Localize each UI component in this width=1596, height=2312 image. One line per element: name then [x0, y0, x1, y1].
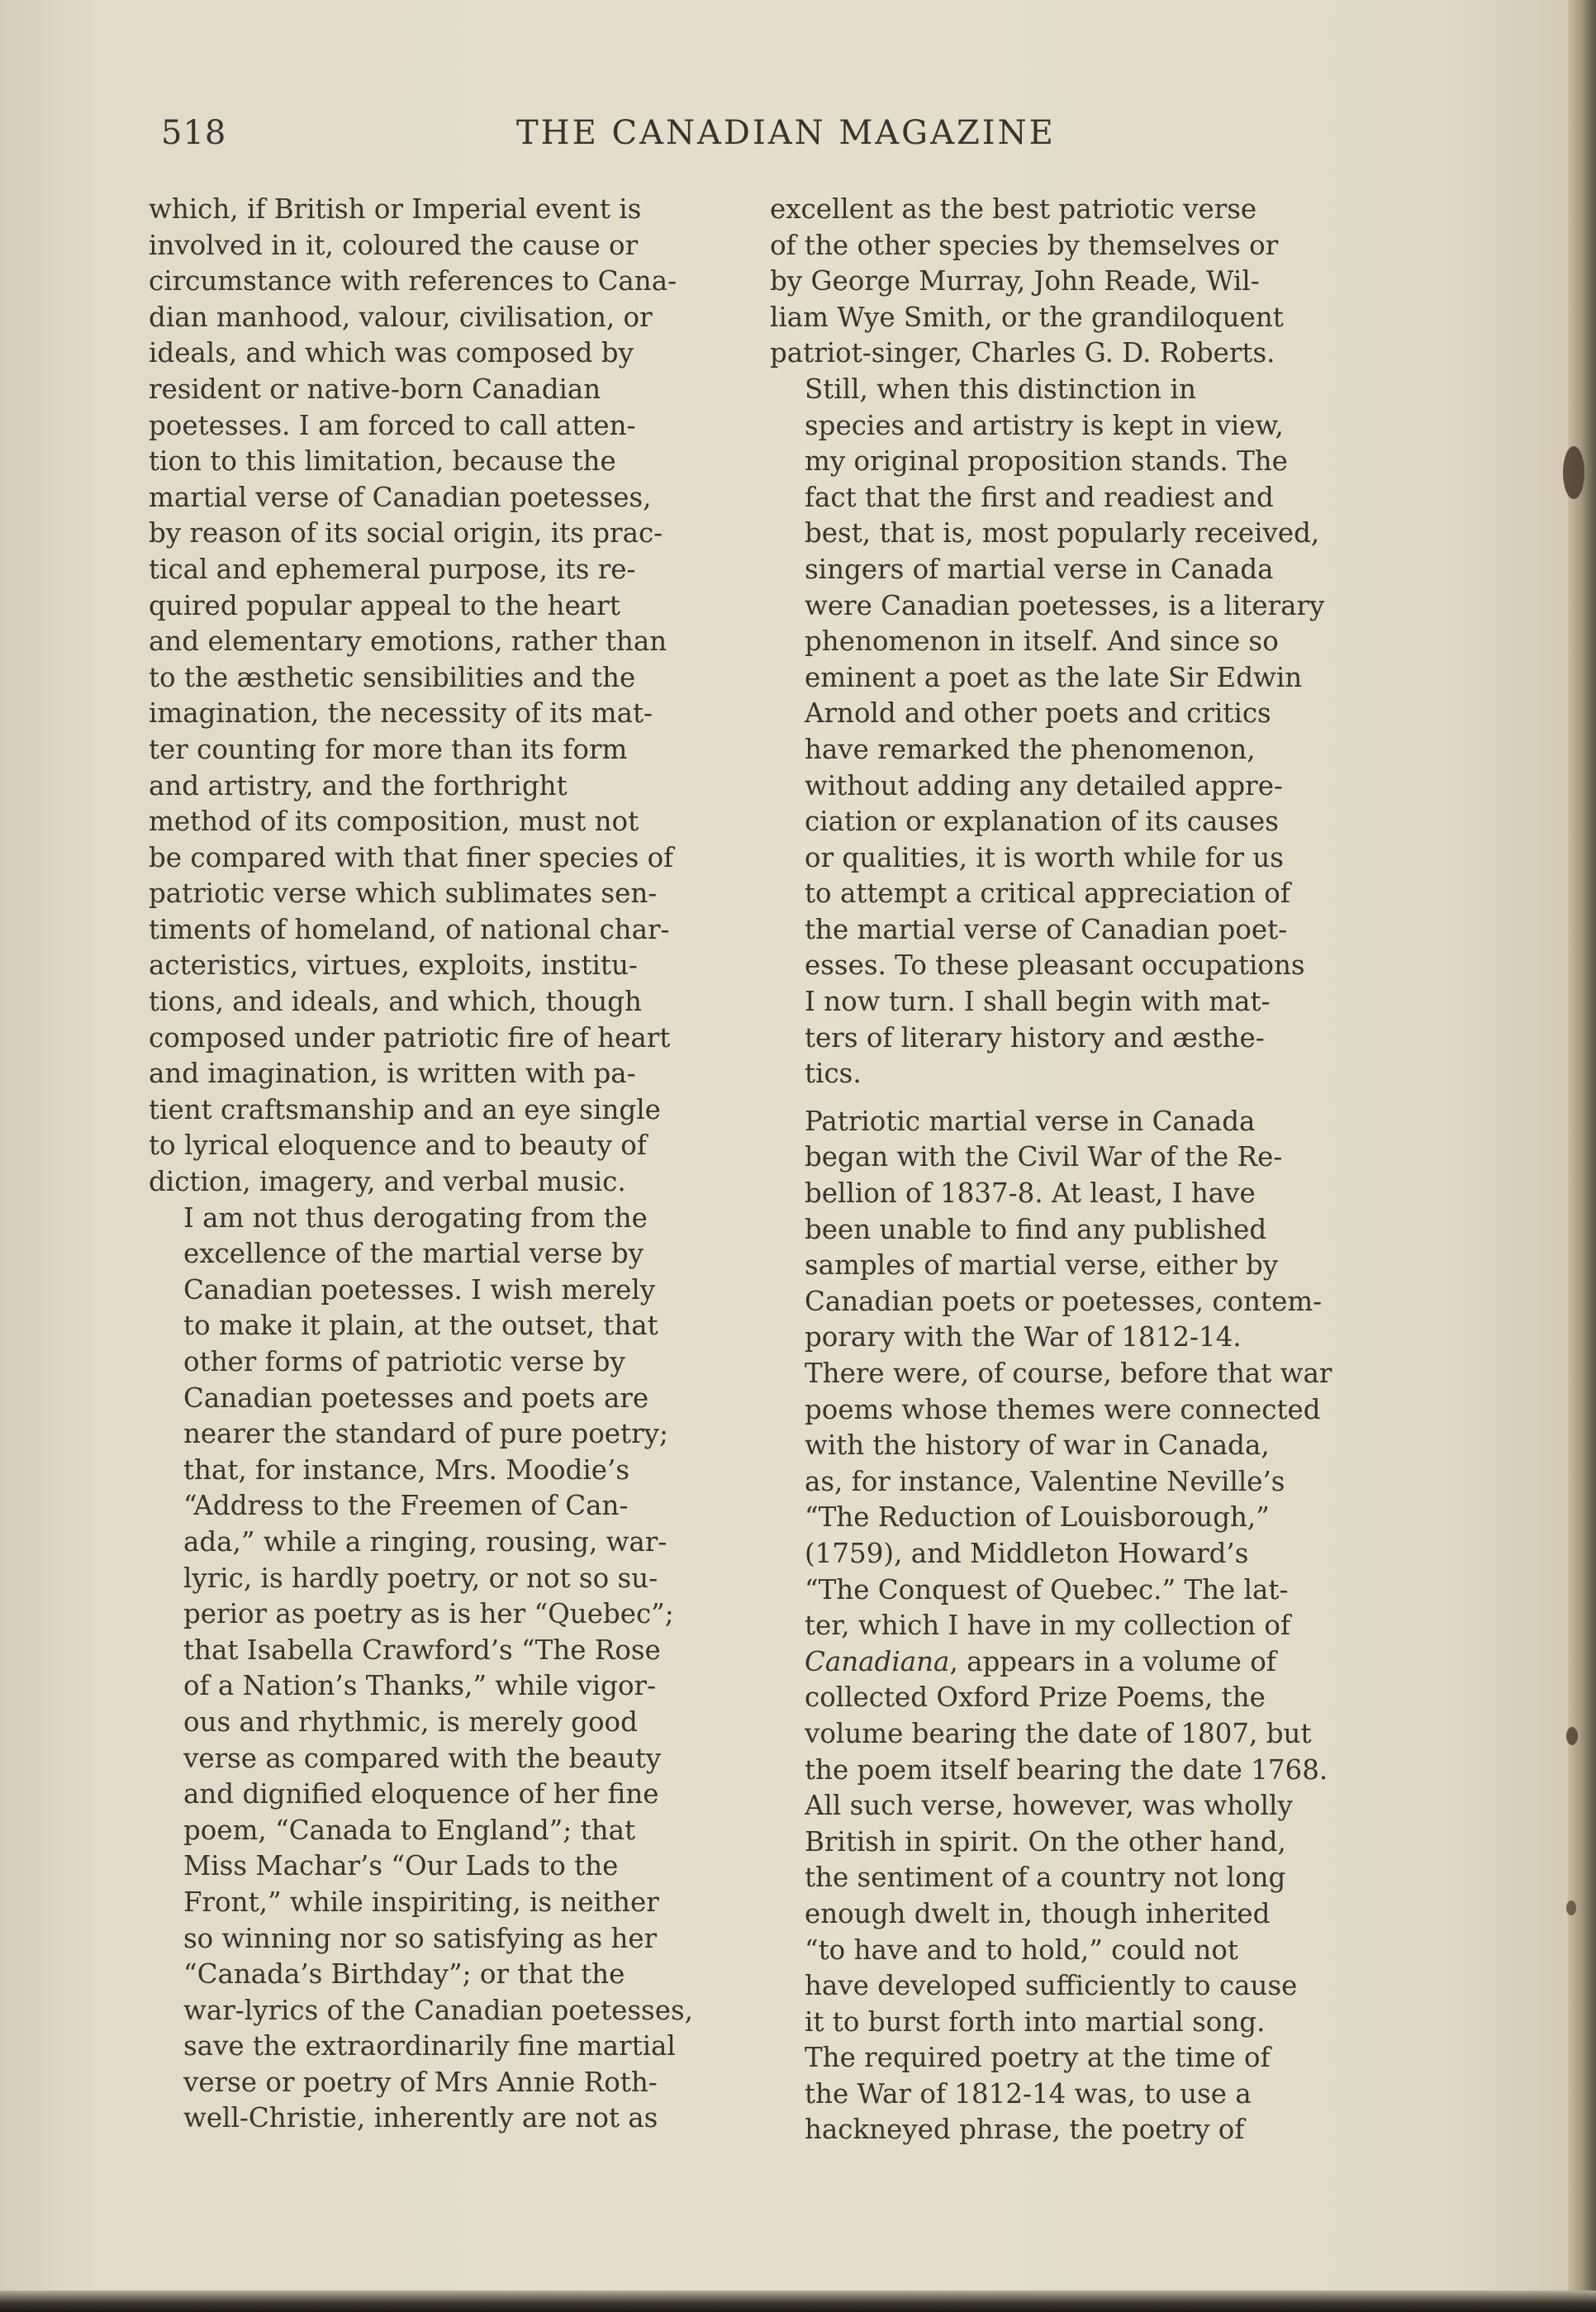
text-line: of the other species by themselves or [770, 229, 1279, 261]
text-line: “The Conquest of Quebec.” The lat- [805, 1573, 1289, 1606]
text-line: method of its composition, must not [149, 806, 639, 838]
text-line: singers of martial verse in Canada [805, 553, 1274, 585]
text-line: liam Wye Smith, or the grandiloquent [770, 301, 1284, 333]
text-line: involved in it, coloured the cause or [149, 229, 639, 261]
text-line: without adding any detailed appre- [805, 769, 1283, 802]
text-line: the poem itself bearing the date 1768. [805, 1753, 1328, 1786]
page-bottom-shadow [0, 2291, 1596, 2312]
text-line: the War of 1812-14 was, to use a [805, 2077, 1252, 2110]
journal-title: THE CANADIAN MAGAZINE [516, 114, 1056, 152]
text-line: There were, of course, before that war [805, 1358, 1332, 1389]
text-line: enough dwelt in, though inherited [805, 1897, 1271, 1929]
text-line: Arnold and other poets and critics [805, 697, 1271, 730]
text-line: ada,” while a ringing, rousing, war- [183, 1525, 667, 1558]
text-line: best, that is, most popularly received, [805, 517, 1320, 549]
paragraph [770, 372, 1366, 1092]
text-line: poem, “Canada to England”; that [183, 1814, 636, 1846]
text-line: collected Oxford Prize Poems, the [805, 1682, 1266, 1714]
text-line: porary with the War of 1812-14. [805, 1321, 1242, 1353]
page-number: 518 [161, 114, 227, 152]
text-line: that Isabella Crawford’s “The Rose [183, 1634, 661, 1666]
text-line: save the extraordinarily fine martial [183, 2030, 676, 2062]
text-line: to the æsthetic sensibilities and the [149, 661, 636, 693]
text-line: Canadiana, appears in a volume of [805, 1645, 1276, 1677]
text-line: as, for instance, Valentine Neville’s [805, 1465, 1285, 1497]
text-line: war-lyrics of the Canadian poetesses, [183, 1994, 693, 2026]
ink-stain [1566, 1901, 1576, 1915]
text-line: ters of literary history and æsthe- [805, 1021, 1265, 1054]
text-line: “to have and to hold,” could not [805, 1934, 1238, 1966]
right-column [770, 192, 1366, 2148]
text-line: verse or poetry of Mrs Annie Roth- [183, 2066, 658, 2098]
text-line: patriot-singer, Charles G. D. Roberts. [770, 337, 1275, 369]
text-line: composed under patriotic fire of heart [149, 1021, 671, 1054]
text-line: bellion of 1837-8. At least, I have [805, 1177, 1256, 1210]
text-line: Patriotic martial verse in Canada [805, 1105, 1256, 1137]
text-line: which, if British or Imperial event is [149, 193, 642, 225]
text-line: All such verse, however, was wholly [805, 1790, 1293, 1822]
text-line: began with the Civil War of the Re- [805, 1141, 1283, 1173]
text-line: I am not thus derogating from the [183, 1201, 648, 1234]
left-column [149, 192, 731, 2137]
text-line: tient craftsmanship and an eye single [149, 1093, 661, 1125]
text-line: poems whose themes were connected [805, 1393, 1321, 1425]
text-line: and dignified eloquence of her fine [183, 1778, 659, 1810]
text-line: be compared with that finer species of [149, 841, 674, 873]
text-line: imagination, the necessity of its mat- [149, 697, 653, 730]
text-line: my original proposition stands. The [805, 445, 1288, 478]
text-line: species and artistry is kept in view, [805, 409, 1284, 441]
text-line: with the history of war in Canada, [805, 1430, 1270, 1462]
text-line: poetesses. I am forced to call atten- [149, 409, 636, 441]
paragraph [770, 1104, 1366, 2148]
text-line: The required poetry at the time of [805, 2042, 1271, 2074]
text-line: perior as poetry as is her “Quebec”; [183, 1598, 674, 1630]
paragraph [770, 192, 1366, 372]
text-line: nearer the standard of pure poetry; [183, 1418, 668, 1450]
text-line: Front,” while inspiriting, is neither [183, 1886, 659, 1918]
text-line: ideals, and which was composed by [149, 337, 634, 369]
text-line: patriotic verse which sublimates sen- [149, 878, 658, 910]
text-line: ter counting for more than its form [149, 733, 628, 765]
text-line: the sentiment of a country not long [805, 1862, 1286, 1894]
text-line: quired popular appeal to the heart [149, 589, 620, 621]
text-line: verse as compared with the beauty [183, 1742, 662, 1774]
text-line: well-Christie, inherently are not as [183, 2102, 658, 2134]
text-line: lyric, is hardly poetry, or not so su- [183, 1562, 658, 1594]
text-line: so winning nor so satisfying as her [183, 1922, 658, 1954]
text-line: resident or native-born Canadian [149, 373, 601, 405]
text-line: to make it plain, at the outset, that [183, 1310, 658, 1342]
text-line: timents of homeland, of national char- [149, 913, 670, 945]
text-line: eminent a poet as the late Sir Edwin [805, 661, 1303, 693]
text-line: volume bearing the date of 1807, but [805, 1717, 1312, 1749]
text-line: that, for instance, Mrs. Moodie’s [183, 1453, 630, 1486]
ink-stain [1566, 1727, 1578, 1745]
text-line: hackneyed phrase, the poetry of [805, 2114, 1245, 2146]
text-line: tion to this limitation, because the [149, 445, 616, 478]
text-line: other forms of patriotic verse by [183, 1346, 625, 1377]
text-line: by George Murray, John Reade, Wil- [770, 265, 1260, 297]
paragraph [149, 192, 731, 1201]
text-line: ous and rhythmic, is merely good [183, 1705, 638, 1738]
text-line: to lyrical eloquence and to beauty of [149, 1130, 647, 1162]
text-line: by reason of its social origin, its prac- [149, 517, 663, 549]
text-line: of a Nation’s Thanks,” while vigor- [183, 1670, 657, 1702]
text-line: tical and ephemeral purpose, its re- [149, 553, 636, 585]
text-line: fact that the first and readiest and [805, 481, 1274, 513]
text-line: Canadian poets or poetesses, contem- [805, 1285, 1323, 1317]
text-line: Miss Machar’s “Our Lads to the [183, 1850, 619, 1882]
text-line: “The Reduction of Louisborough,” [805, 1501, 1270, 1534]
text-line: to attempt a critical appreciation of [805, 878, 1290, 910]
text-line: Canadian poetesses and poets are [183, 1382, 649, 1414]
text-line: were Canadian poetesses, is a literary [805, 589, 1325, 621]
text-line: dian manhood, valour, civilisation, or [149, 301, 653, 333]
text-line: tions, and ideals, and which, though [149, 986, 642, 1018]
text-line: or qualities, it is worth while for us [805, 841, 1284, 873]
text-line: it to burst forth into martial song. [805, 2005, 1266, 2038]
text-line: samples of martial verse, either by [805, 1249, 1279, 1282]
text-line: “Canada’s Birthday”; or that the [183, 1958, 625, 1991]
text-line: Still, when this distinction in [805, 373, 1196, 405]
text-line: phenomenon in itself. And since so [805, 626, 1279, 658]
text-line: martial verse of Canadian poetesses, [149, 481, 652, 513]
text-line: acteristics, virtues, exploits, institu- [149, 949, 638, 982]
text-line: “Address to the Freemen of Can- [183, 1490, 629, 1522]
text-line: ter, which I have in my collection of [805, 1610, 1290, 1642]
text-line: excellent as the best patriotic verse [770, 193, 1257, 225]
text-line: ciation or explanation of its causes [805, 806, 1279, 838]
text-line: circumstance with references to Cana- [149, 265, 677, 297]
text-line: British in spirit. On the other hand, [805, 1825, 1286, 1858]
text-line: excellence of the martial verse by [183, 1238, 644, 1270]
text-line: been unable to find any published [805, 1213, 1267, 1245]
text-line: and artistry, and the forthright [149, 769, 568, 802]
text-line: and imagination, is written with pa- [149, 1058, 636, 1090]
text-line: the martial verse of Canadian poet- [805, 913, 1288, 945]
ink-stain [1563, 446, 1584, 499]
text-line: and elementary emotions, rather than [149, 626, 667, 658]
text-line: diction, imagery, and verbal music. [149, 1166, 626, 1198]
text-line: esses. To these pleasant occupations [805, 949, 1305, 982]
text-line: (1759), and Middleton Howard’s [805, 1537, 1249, 1569]
text-line: have remarked the phenomenon, [805, 733, 1256, 765]
text-line: tics. [805, 1058, 862, 1090]
paragraph [149, 1201, 731, 2137]
text-line: I now turn. I shall begin with mat- [805, 986, 1271, 1018]
italic-title: Canadiana [805, 1645, 950, 1677]
text-line: Canadian poetesses. I wish merely [183, 1273, 656, 1306]
running-head [161, 114, 1392, 172]
text-line: have developed sufficiently to cause [805, 1970, 1298, 2002]
page-edge-shadow [1568, 0, 1596, 2312]
